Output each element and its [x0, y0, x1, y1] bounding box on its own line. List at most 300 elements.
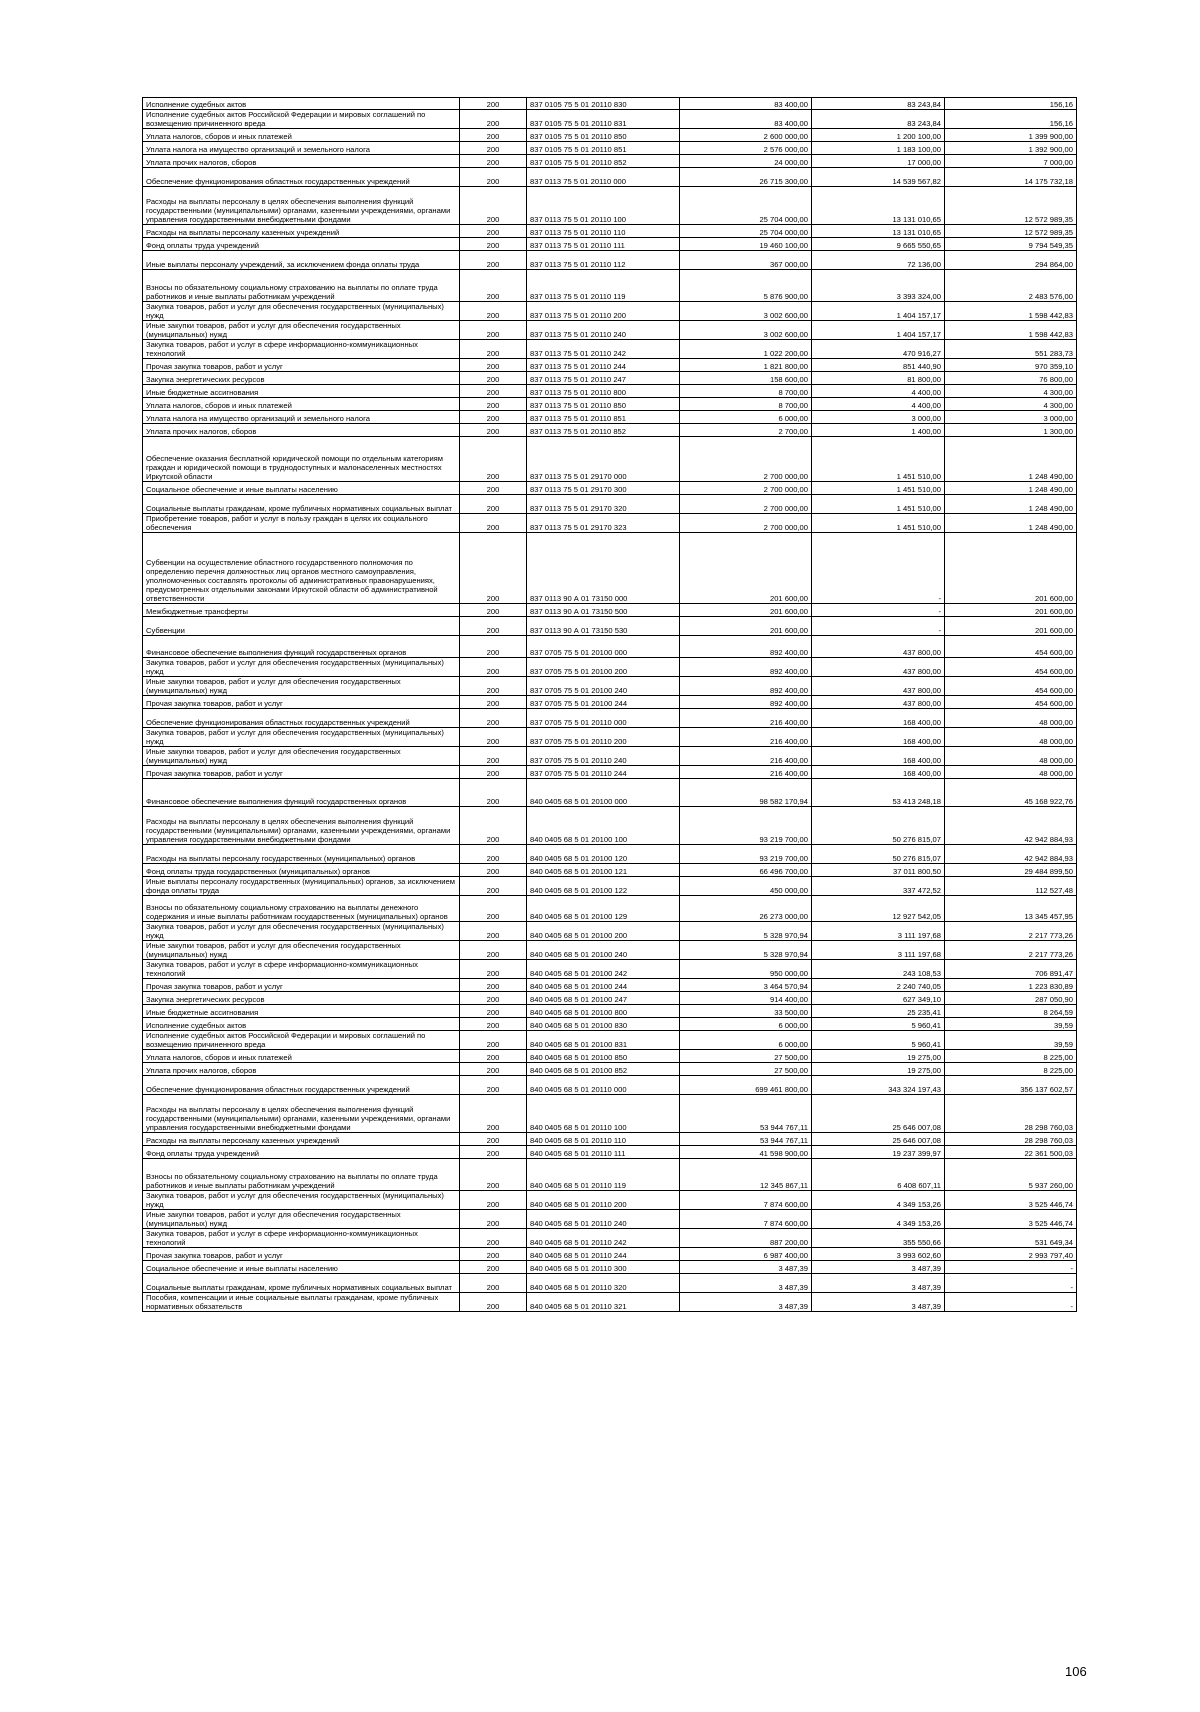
executed-amount-cell: 3 487,39: [812, 1261, 945, 1274]
executed-amount-cell: 1 404 157,17: [812, 302, 945, 321]
line-code-cell: 200: [460, 321, 527, 340]
unexecuted-amount-cell: -: [945, 1274, 1077, 1293]
unexecuted-amount-cell: 287 050,90: [945, 992, 1077, 1005]
approved-amount-cell: 53 944 767,11: [680, 1133, 812, 1146]
table-row: [143, 251, 1077, 270]
unexecuted-amount-cell: 454 600,00: [945, 677, 1077, 696]
line-code-cell: 200: [460, 766, 527, 779]
classification-code-cell: 840 0405 68 5 01 20110 200: [527, 1191, 680, 1210]
line-code-cell: 200: [460, 941, 527, 960]
expense-name-cell: Социальные выплаты гражданам, кроме публичных нормативных социальных выплат: [143, 495, 460, 514]
line-code-cell: 200: [460, 658, 527, 677]
table-row: [143, 766, 1077, 779]
approved-amount-cell: 216 400,00: [680, 747, 812, 766]
expense-name-cell: Уплата прочих налогов, сборов: [143, 155, 460, 168]
classification-code-cell: 840 0405 68 5 01 20100 247: [527, 992, 680, 1005]
unexecuted-amount-cell: 454 600,00: [945, 696, 1077, 709]
executed-amount-cell: 437 800,00: [812, 677, 945, 696]
line-code-cell: 200: [460, 225, 527, 238]
classification-code-cell: 837 0113 75 5 01 20110 800: [527, 385, 680, 398]
approved-amount-cell: 5 328 970,94: [680, 941, 812, 960]
approved-amount-cell: 201 600,00: [680, 533, 812, 604]
classification-code-cell: 837 0113 75 5 01 20110 244: [527, 359, 680, 372]
unexecuted-amount-cell: 454 600,00: [945, 636, 1077, 658]
unexecuted-amount-cell: 14 175 732,18: [945, 168, 1077, 187]
table-row: [143, 225, 1077, 238]
unexecuted-amount-cell: 531 649,34: [945, 1229, 1077, 1248]
executed-amount-cell: 19 237 399,97: [812, 1146, 945, 1159]
executed-amount-cell: 1 451 510,00: [812, 495, 945, 514]
executed-amount-cell: 83 243,84: [812, 110, 945, 129]
budget-execution-table: [142, 97, 1077, 1312]
expense-name-cell: Иные выплаты персоналу государственных (муниципальных) органов, за исключением фонда оплаты труда: [143, 877, 460, 896]
approved-amount-cell: 450 000,00: [680, 877, 812, 896]
approved-amount-cell: 3 487,39: [680, 1261, 812, 1274]
classification-code-cell: 837 0113 75 5 01 20110 851: [527, 411, 680, 424]
classification-code-cell: 837 0705 75 5 01 20110 240: [527, 747, 680, 766]
executed-amount-cell: 851 440,90: [812, 359, 945, 372]
unexecuted-amount-cell: 112 527,48: [945, 877, 1077, 896]
table-row: [143, 1076, 1077, 1095]
expense-name-cell: Межбюджетные трансферты: [143, 604, 460, 617]
line-code-cell: 200: [460, 398, 527, 411]
table-row: [143, 110, 1077, 129]
executed-amount-cell: 437 800,00: [812, 658, 945, 677]
expense-name-cell: Закупка энергетических ресурсов: [143, 372, 460, 385]
expense-name-cell: Уплата прочих налогов, сборов: [143, 1063, 460, 1076]
table-row: [143, 1261, 1077, 1274]
classification-code-cell: 840 0405 68 5 01 20110 100: [527, 1095, 680, 1133]
approved-amount-cell: 892 400,00: [680, 696, 812, 709]
approved-amount-cell: 5 328 970,94: [680, 922, 812, 941]
unexecuted-amount-cell: 1 248 490,00: [945, 514, 1077, 533]
classification-code-cell: 837 0105 75 5 01 20110 831: [527, 110, 680, 129]
table-row: [143, 617, 1077, 636]
expense-name-cell: Исполнение судебных актов Российской Федерации и мировых соглашений по возмещению причиненного вреда: [143, 110, 460, 129]
expense-name-cell: Уплата налогов, сборов и иных платежей: [143, 129, 460, 142]
expense-name-cell: Социальное обеспечение и иные выплаты населению: [143, 1261, 460, 1274]
table-row: [143, 98, 1077, 110]
line-code-cell: 200: [460, 482, 527, 495]
table-row: [143, 187, 1077, 225]
approved-amount-cell: 216 400,00: [680, 766, 812, 779]
table-row: [143, 168, 1077, 187]
approved-amount-cell: 98 582 170,94: [680, 779, 812, 807]
classification-code-cell: 840 0405 68 5 01 20100 850: [527, 1050, 680, 1063]
expense-name-cell: Закупка товаров, работ и услуг для обеспечения государственных (муниципальных) нужд: [143, 302, 460, 321]
table-row: [143, 398, 1077, 411]
line-code-cell: 200: [460, 251, 527, 270]
approved-amount-cell: 6 000,00: [680, 1031, 812, 1050]
line-code-cell: 200: [460, 1133, 527, 1146]
executed-amount-cell: 3 487,39: [812, 1293, 945, 1312]
table-row: [143, 129, 1077, 142]
executed-amount-cell: 14 539 567,82: [812, 168, 945, 187]
unexecuted-amount-cell: 48 000,00: [945, 728, 1077, 747]
table-body: [143, 98, 1077, 1312]
executed-amount-cell: 5 960,41: [812, 1031, 945, 1050]
line-code-cell: 200: [460, 864, 527, 877]
executed-amount-cell: 50 276 815,07: [812, 845, 945, 864]
executed-amount-cell: 437 800,00: [812, 696, 945, 709]
unexecuted-amount-cell: 1 392 900,00: [945, 142, 1077, 155]
line-code-cell: 200: [460, 636, 527, 658]
line-code-cell: 200: [460, 807, 527, 845]
unexecuted-amount-cell: 28 298 760,03: [945, 1095, 1077, 1133]
unexecuted-amount-cell: 28 298 760,03: [945, 1133, 1077, 1146]
classification-code-cell: 840 0405 68 5 01 20100 240: [527, 941, 680, 960]
table-row: [143, 359, 1077, 372]
executed-amount-cell: 9 665 550,65: [812, 238, 945, 251]
expense-name-cell: Приобретение товаров, работ и услуг в пользу граждан в целях их социального обеспечения: [143, 514, 460, 533]
approved-amount-cell: 6 000,00: [680, 411, 812, 424]
table-row: [143, 1063, 1077, 1076]
line-code-cell: 200: [460, 1031, 527, 1050]
line-code-cell: 200: [460, 979, 527, 992]
table-row: [143, 922, 1077, 941]
approved-amount-cell: 24 000,00: [680, 155, 812, 168]
classification-code-cell: 837 0705 75 5 01 20100 000: [527, 636, 680, 658]
expense-name-cell: Исполнение судебных актов Российской Федерации и мировых соглашений по возмещению причиненного вреда: [143, 1031, 460, 1050]
executed-amount-cell: 81 800,00: [812, 372, 945, 385]
classification-code-cell: 840 0405 68 5 01 20100 000: [527, 779, 680, 807]
expense-name-cell: Взносы по обязательному социальному страхованию на выплаты денежного содержания и иные выплаты работникам государственных (муниципальных) органов: [143, 896, 460, 922]
unexecuted-amount-cell: 201 600,00: [945, 617, 1077, 636]
line-code-cell: 200: [460, 187, 527, 225]
expense-name-cell: Социальное обеспечение и иные выплаты населению: [143, 482, 460, 495]
classification-code-cell: 840 0405 68 5 01 20100 242: [527, 960, 680, 979]
unexecuted-amount-cell: 1 598 442,83: [945, 321, 1077, 340]
executed-amount-cell: 168 400,00: [812, 747, 945, 766]
approved-amount-cell: 5 876 900,00: [680, 270, 812, 302]
approved-amount-cell: 367 000,00: [680, 251, 812, 270]
table-row: [143, 1095, 1077, 1133]
approved-amount-cell: 2 576 000,00: [680, 142, 812, 155]
expense-name-cell: Закупка товаров, работ и услуг в сфере информационно-коммуникационных технологий: [143, 1229, 460, 1248]
executed-amount-cell: 17 000,00: [812, 155, 945, 168]
expense-name-cell: Прочая закупка товаров, работ и услуг: [143, 979, 460, 992]
classification-code-cell: 840 0405 68 5 01 20110 110: [527, 1133, 680, 1146]
table-row: [143, 1293, 1077, 1312]
classification-code-cell: 840 0405 68 5 01 20110 300: [527, 1261, 680, 1274]
table-row: [143, 896, 1077, 922]
unexecuted-amount-cell: 356 137 602,57: [945, 1076, 1077, 1095]
unexecuted-amount-cell: 39,59: [945, 1031, 1077, 1050]
classification-code-cell: 837 0113 90 А 01 73150 500: [527, 604, 680, 617]
classification-code-cell: 837 0113 75 5 01 20110 119: [527, 270, 680, 302]
executed-amount-cell: 6 408 607,11: [812, 1159, 945, 1191]
approved-amount-cell: 83 400,00: [680, 110, 812, 129]
line-code-cell: 200: [460, 617, 527, 636]
table-row: [143, 709, 1077, 728]
line-code-cell: 200: [460, 340, 527, 359]
executed-amount-cell: 12 927 542,05: [812, 896, 945, 922]
executed-amount-cell: 83 243,84: [812, 98, 945, 110]
table-row: [143, 747, 1077, 766]
expense-name-cell: Фонд оплаты труда учреждений: [143, 1146, 460, 1159]
executed-amount-cell: 168 400,00: [812, 709, 945, 728]
unexecuted-amount-cell: 22 361 500,03: [945, 1146, 1077, 1159]
line-code-cell: 200: [460, 110, 527, 129]
classification-code-cell: 840 0405 68 5 01 20110 320: [527, 1274, 680, 1293]
line-code-cell: 200: [460, 922, 527, 941]
approved-amount-cell: 699 461 800,00: [680, 1076, 812, 1095]
line-code-cell: 200: [460, 1159, 527, 1191]
classification-code-cell: 837 0113 75 5 01 20110 247: [527, 372, 680, 385]
classification-code-cell: 837 0113 75 5 01 29170 000: [527, 437, 680, 482]
unexecuted-amount-cell: 8 225,00: [945, 1050, 1077, 1063]
executed-amount-cell: 1 451 510,00: [812, 437, 945, 482]
executed-amount-cell: 355 550,66: [812, 1229, 945, 1248]
classification-code-cell: 837 0113 75 5 01 29170 300: [527, 482, 680, 495]
expense-name-cell: Финансовое обеспечение выполнения функций государственных органов: [143, 779, 460, 807]
executed-amount-cell: 13 131 010,65: [812, 225, 945, 238]
approved-amount-cell: 3 002 600,00: [680, 321, 812, 340]
line-code-cell: 200: [460, 98, 527, 110]
unexecuted-amount-cell: 1 223 830,89: [945, 979, 1077, 992]
executed-amount-cell: 343 324 197,43: [812, 1076, 945, 1095]
table-row: [143, 1050, 1077, 1063]
executed-amount-cell: 627 349,10: [812, 992, 945, 1005]
classification-code-cell: 837 0113 75 5 01 20110 852: [527, 424, 680, 437]
classification-code-cell: 840 0405 68 5 01 20100 831: [527, 1031, 680, 1050]
table-row: [143, 728, 1077, 747]
unexecuted-amount-cell: 156,16: [945, 98, 1077, 110]
line-code-cell: 200: [460, 1274, 527, 1293]
unexecuted-amount-cell: 706 891,47: [945, 960, 1077, 979]
table-row: [143, 238, 1077, 251]
line-code-cell: 200: [460, 696, 527, 709]
expense-name-cell: Расходы на выплаты персоналу в целях обеспечения выполнения функций государственными (муниципальными) органами, казенными учреждениями, органами управления государственными внебюджетными фондами: [143, 807, 460, 845]
classification-code-cell: 840 0405 68 5 01 20110 119: [527, 1159, 680, 1191]
classification-code-cell: 837 0113 75 5 01 20110 242: [527, 340, 680, 359]
unexecuted-amount-cell: 1 399 900,00: [945, 129, 1077, 142]
expense-name-cell: Обеспечение функционирования областных государственных учреждений: [143, 709, 460, 728]
approved-amount-cell: 83 400,00: [680, 98, 812, 110]
approved-amount-cell: 914 400,00: [680, 992, 812, 1005]
line-code-cell: 200: [460, 1191, 527, 1210]
classification-code-cell: 840 0405 68 5 01 20100 129: [527, 896, 680, 922]
unexecuted-amount-cell: 1 248 490,00: [945, 437, 1077, 482]
unexecuted-amount-cell: 1 598 442,83: [945, 302, 1077, 321]
table-row: [143, 992, 1077, 1005]
classification-code-cell: 840 0405 68 5 01 20100 100: [527, 807, 680, 845]
unexecuted-amount-cell: -: [945, 1293, 1077, 1312]
approved-amount-cell: 950 000,00: [680, 960, 812, 979]
classification-code-cell: 837 0705 75 5 01 20100 200: [527, 658, 680, 677]
line-code-cell: 200: [460, 129, 527, 142]
table-row: [143, 696, 1077, 709]
unexecuted-amount-cell: 8 264,59: [945, 1005, 1077, 1018]
expense-name-cell: Закупка товаров, работ и услуг в сфере информационно-коммуникационных технологий: [143, 340, 460, 359]
table-row: [143, 1210, 1077, 1229]
line-code-cell: 200: [460, 1146, 527, 1159]
table-row: [143, 1018, 1077, 1031]
executed-amount-cell: 53 413 248,18: [812, 779, 945, 807]
classification-code-cell: 840 0405 68 5 01 20100 200: [527, 922, 680, 941]
line-code-cell: 200: [460, 238, 527, 251]
line-code-cell: 200: [460, 372, 527, 385]
expense-name-cell: Иные закупки товаров, работ и услуг для обеспечения государственных (муниципальных) нужд: [143, 677, 460, 696]
executed-amount-cell: 337 472,52: [812, 877, 945, 896]
expense-name-cell: Финансовое обеспечение выполнения функций государственных органов: [143, 636, 460, 658]
line-code-cell: 200: [460, 359, 527, 372]
expense-name-cell: Уплата налога на имущество организаций и земельного налога: [143, 142, 460, 155]
classification-code-cell: 837 0113 75 5 01 20110 850: [527, 398, 680, 411]
table-row: [143, 845, 1077, 864]
classification-code-cell: 837 0113 75 5 01 20110 000: [527, 168, 680, 187]
executed-amount-cell: 4 349 153,26: [812, 1210, 945, 1229]
executed-amount-cell: 4 349 153,26: [812, 1191, 945, 1210]
approved-amount-cell: 33 500,00: [680, 1005, 812, 1018]
approved-amount-cell: 3 487,39: [680, 1293, 812, 1312]
expense-name-cell: Иные закупки товаров, работ и услуг для обеспечения государственных (муниципальных) нужд: [143, 941, 460, 960]
expense-name-cell: Закупка товаров, работ и услуг для обеспечения государственных (муниципальных) нужд: [143, 922, 460, 941]
expense-name-cell: Субвенции на осуществление областного государственного полномочия по определению перечня должностных лиц органов местного самоуправления, уполномоченных составлять протоколы об административных правонарушениях, предусмотренных отдельными законами Иркутской области об административной ответственности: [143, 533, 460, 604]
table-row: [143, 495, 1077, 514]
expense-name-cell: Расходы на выплаты персоналу в целях обеспечения выполнения функций государственными (муниципальными) органами, казенными учреждениями, органами управления государственными внебюджетными фондами: [143, 1095, 460, 1133]
table-row: [143, 437, 1077, 482]
expense-name-cell: Иные бюджетные ассигнования: [143, 1005, 460, 1018]
approved-amount-cell: 93 219 700,00: [680, 845, 812, 864]
expense-name-cell: Прочая закупка товаров, работ и услуг: [143, 766, 460, 779]
executed-amount-cell: 1 451 510,00: [812, 482, 945, 495]
executed-amount-cell: 25 235,41: [812, 1005, 945, 1018]
table-row: [143, 340, 1077, 359]
line-code-cell: 200: [460, 1095, 527, 1133]
unexecuted-amount-cell: 551 283,73: [945, 340, 1077, 359]
line-code-cell: 200: [460, 495, 527, 514]
line-code-cell: 200: [460, 533, 527, 604]
approved-amount-cell: 2 700 000,00: [680, 495, 812, 514]
approved-amount-cell: 892 400,00: [680, 677, 812, 696]
classification-code-cell: 840 0405 68 5 01 20110 240: [527, 1210, 680, 1229]
expense-name-cell: Пособия, компенсации и иные социальные выплаты гражданам, кроме публичных нормативных обязательств: [143, 1293, 460, 1312]
executed-amount-cell: 470 916,27: [812, 340, 945, 359]
expense-name-cell: Прочая закупка товаров, работ и услуг: [143, 1248, 460, 1261]
approved-amount-cell: 93 219 700,00: [680, 807, 812, 845]
unexecuted-amount-cell: 12 572 989,35: [945, 225, 1077, 238]
line-code-cell: 200: [460, 877, 527, 896]
unexecuted-amount-cell: 48 000,00: [945, 709, 1077, 728]
table-row: [143, 482, 1077, 495]
executed-amount-cell: 1 200 100,00: [812, 129, 945, 142]
executed-amount-cell: 4 400,00: [812, 398, 945, 411]
line-code-cell: 200: [460, 385, 527, 398]
expense-name-cell: Закупка товаров, работ и услуг для обеспечения государственных (муниципальных) нужд: [143, 658, 460, 677]
approved-amount-cell: 2 700 000,00: [680, 514, 812, 533]
expense-name-cell: Социальные выплаты гражданам, кроме публичных нормативных социальных выплат: [143, 1274, 460, 1293]
approved-amount-cell: 8 700,00: [680, 385, 812, 398]
line-code-cell: 200: [460, 604, 527, 617]
unexecuted-amount-cell: 9 794 549,35: [945, 238, 1077, 251]
unexecuted-amount-cell: 48 000,00: [945, 747, 1077, 766]
unexecuted-amount-cell: 76 800,00: [945, 372, 1077, 385]
approved-amount-cell: 892 400,00: [680, 658, 812, 677]
expense-name-cell: Иные бюджетные ассигнования: [143, 385, 460, 398]
line-code-cell: 200: [460, 142, 527, 155]
executed-amount-cell: 13 131 010,65: [812, 187, 945, 225]
table-row: [143, 385, 1077, 398]
unexecuted-amount-cell: 2 217 773,26: [945, 922, 1077, 941]
expense-name-cell: Уплата налогов, сборов и иных платежей: [143, 398, 460, 411]
unexecuted-amount-cell: 2 217 773,26: [945, 941, 1077, 960]
executed-amount-cell: 5 960,41: [812, 1018, 945, 1031]
unexecuted-amount-cell: 156,16: [945, 110, 1077, 129]
unexecuted-amount-cell: 7 000,00: [945, 155, 1077, 168]
line-code-cell: 200: [460, 960, 527, 979]
table-row: [143, 270, 1077, 302]
expense-name-cell: Иные закупки товаров, работ и услуг для обеспечения государственных (муниципальных) нужд: [143, 321, 460, 340]
executed-amount-cell: 72 136,00: [812, 251, 945, 270]
approved-amount-cell: 3 487,39: [680, 1274, 812, 1293]
table-row: [143, 533, 1077, 604]
executed-amount-cell: -: [812, 533, 945, 604]
executed-amount-cell: 437 800,00: [812, 636, 945, 658]
classification-code-cell: 837 0105 75 5 01 20110 851: [527, 142, 680, 155]
line-code-cell: 200: [460, 1293, 527, 1312]
budget-document: [142, 97, 1076, 1312]
table-row: [143, 302, 1077, 321]
executed-amount-cell: 3 487,39: [812, 1274, 945, 1293]
line-code-cell: 200: [460, 411, 527, 424]
executed-amount-cell: 168 400,00: [812, 766, 945, 779]
expense-name-cell: Расходы на выплаты персоналу в целях обеспечения выполнения функций государственными (муниципальными) органами, казенными учреждениями, органами управления государственными внебюджетными фондами: [143, 187, 460, 225]
classification-code-cell: 840 0405 68 5 01 20100 852: [527, 1063, 680, 1076]
line-code-cell: 200: [460, 514, 527, 533]
executed-amount-cell: 37 011 800,50: [812, 864, 945, 877]
expense-name-cell: Расходы на выплаты персоналу казенных учреждений: [143, 1133, 460, 1146]
approved-amount-cell: 27 500,00: [680, 1050, 812, 1063]
table-row: [143, 1146, 1077, 1159]
line-code-cell: 200: [460, 424, 527, 437]
classification-code-cell: 837 0113 75 5 01 20110 112: [527, 251, 680, 270]
expense-name-cell: Субвенции: [143, 617, 460, 636]
unexecuted-amount-cell: 970 359,10: [945, 359, 1077, 372]
unexecuted-amount-cell: 29 484 899,50: [945, 864, 1077, 877]
approved-amount-cell: 8 700,00: [680, 398, 812, 411]
line-code-cell: 200: [460, 1005, 527, 1018]
classification-code-cell: 837 0113 75 5 01 20110 111: [527, 238, 680, 251]
classification-code-cell: 840 0405 68 5 01 20110 111: [527, 1146, 680, 1159]
approved-amount-cell: 27 500,00: [680, 1063, 812, 1076]
executed-amount-cell: 1 451 510,00: [812, 514, 945, 533]
unexecuted-amount-cell: 13 345 457,95: [945, 896, 1077, 922]
table-row: [143, 807, 1077, 845]
line-code-cell: 200: [460, 270, 527, 302]
line-code-cell: 200: [460, 709, 527, 728]
unexecuted-amount-cell: 1 248 490,00: [945, 482, 1077, 495]
classification-code-cell: 840 0405 68 5 01 20110 244: [527, 1248, 680, 1261]
approved-amount-cell: 19 460 100,00: [680, 238, 812, 251]
expense-name-cell: Фонд оплаты труда учреждений: [143, 238, 460, 251]
expense-name-cell: Расходы на выплаты персоналу государственных (муниципальных) органов: [143, 845, 460, 864]
unexecuted-amount-cell: 2 483 576,00: [945, 270, 1077, 302]
line-code-cell: 200: [460, 168, 527, 187]
page-number: 106: [1065, 1664, 1087, 1679]
approved-amount-cell: 201 600,00: [680, 617, 812, 636]
unexecuted-amount-cell: 294 864,00: [945, 251, 1077, 270]
table-row: [143, 155, 1077, 168]
table-row: [143, 941, 1077, 960]
expense-name-cell: Расходы на выплаты персоналу казенных учреждений: [143, 225, 460, 238]
table-row: [143, 372, 1077, 385]
unexecuted-amount-cell: 4 300,00: [945, 385, 1077, 398]
table-row: [143, 142, 1077, 155]
unexecuted-amount-cell: 48 000,00: [945, 766, 1077, 779]
expense-name-cell: Обеспечение функционирования областных государственных учреждений: [143, 168, 460, 187]
executed-amount-cell: 1 404 157,17: [812, 321, 945, 340]
